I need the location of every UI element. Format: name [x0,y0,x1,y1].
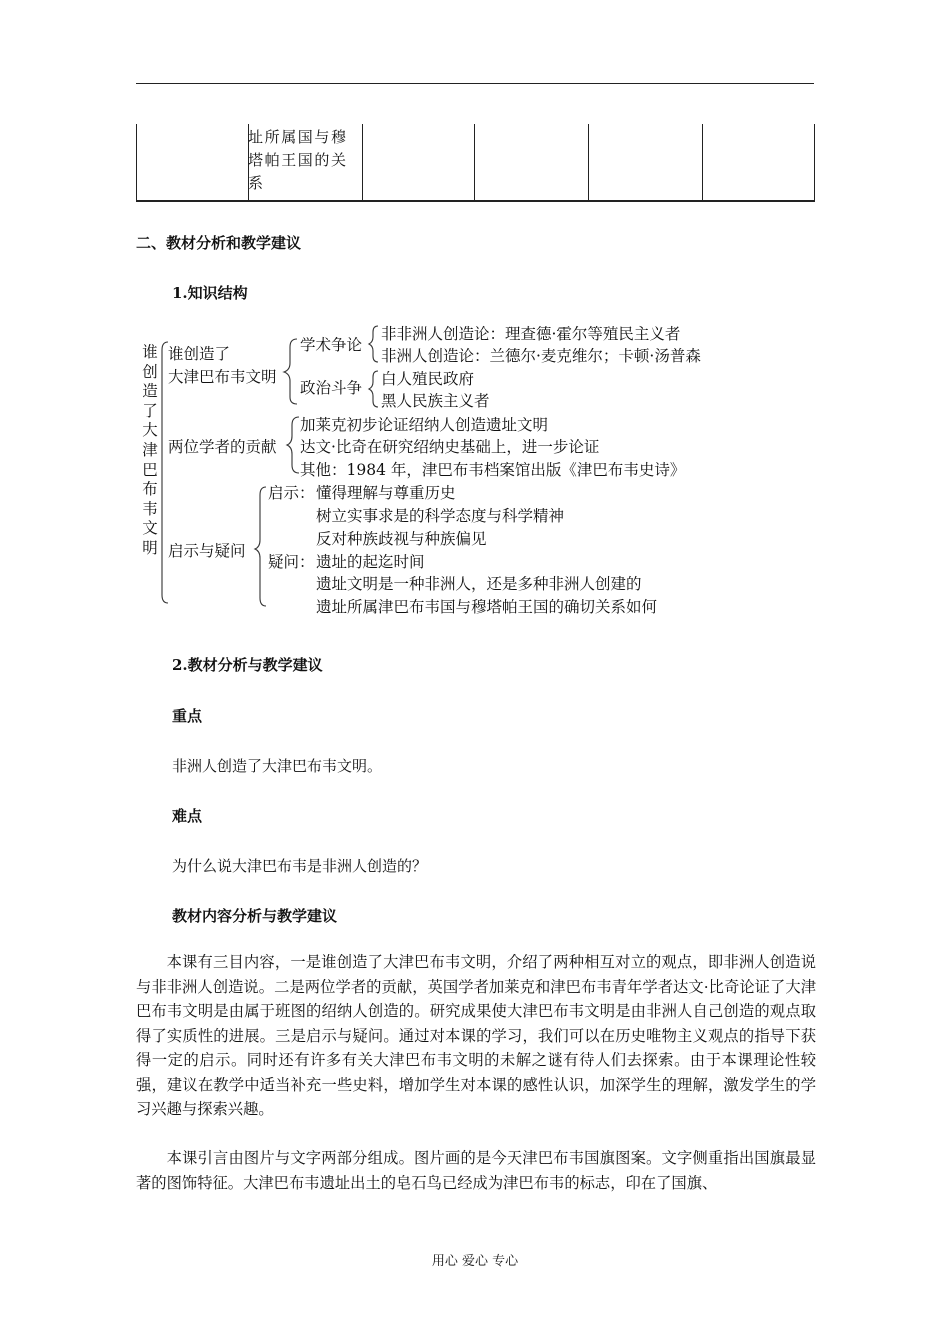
knowledge-structure-heading: 1.知识结构 [172,284,248,302]
body-paragraph: 本课有三目内容，一是谁创造了大津巴布韦文明，介绍了两种相互对立的观点，即非洲人创造说与非非洲人创造说。二是两位学者的贡献，英国学者加莱克和津巴布韦青年学者达文·比奇论证了大津巴布韦文明是由属于班图的绍纳人创造的。研究成果使大津巴布韦文明是由非洲人自己创造的观点取得了实质性的进展。三是启示与疑问。通过对本课的学习，我们可以在历史唯物主义观点的指导下获得一定的启示。同时还有许多有关大津巴布韦文明的未解之谜有待人们去探索。由于本课理论性较强，建议在教学中适当补充一些史料，增加学生对本课的感性认识，加深学生的理解，激发学生的学习兴趣与探索兴趣。 [136,953,816,1118]
difficulty-label: 难点 [172,807,203,825]
difficulty-text: 为什么说大津巴布韦是非洲人创造的？ [172,857,428,875]
branch1-label-line2: 大津巴布韦文明 [168,368,277,386]
branch3-label: 启示与疑问 [168,542,246,560]
content-heading: 教材内容分析与教学建议 [172,907,338,925]
body-paragraph: 本课引言由图片与文字两部分组成。图片画的是今天津巴布韦国旗图案。文字侧重指出国旗最显著的图饰特征。大津巴布韦遗址出土的皂石鸟已经成为津巴布韦的标志，印在了国旗、 [136,1149,816,1192]
section-title: 二、教材分析和教学建议 [136,234,302,252]
branch1-sub1-item: 非非洲人创造论：理查德·霍尔等殖民主义者 [381,325,681,343]
branch3-sub1-label: 启示： [268,484,315,502]
branch2-item: 达文·比奇在研究绍纳史基础上，进一步论证 [300,438,600,456]
key-point-label: 重点 [172,707,203,725]
branch2-label: 两位学者的贡献 [168,438,277,456]
diagram-root: 谁创造了大津巴布韦文明 [142,343,158,557]
branch1-sub2-label: 政治斗争 [300,379,363,397]
table-cell-text: 址所属国与穆塔帕王国的关系 [248,128,348,192]
branch1-sub2-item: 白人殖民政府 [381,370,475,388]
branch2-item: 其他：1984 年，津巴布韦档案馆出版《津巴布韦史诗》 [300,461,686,479]
branch3-sub2-item: 遗址文明是一种非洲人，还是多种非洲人创建的 [316,575,642,593]
branch3-sub1-item: 树立实事求是的科学态度与科学精神 [316,507,565,525]
branch1-sub1-item: 非洲人创造论：兰德尔·麦克维尔；卡顿·汤普森 [381,347,701,365]
branch1-label-line1: 谁创造了 [168,345,231,363]
branch3-sub2-label: 疑问： [268,553,315,571]
branch2-item: 加莱克初步论证绍纳人创造遗址文明 [300,416,549,434]
branch3-sub2-item: 遗址所属津巴布韦国与穆塔帕王国的确切关系如何 [316,598,658,616]
key-point-text: 非洲人创造了大津巴布韦文明。 [172,757,383,775]
branch3-sub1-item: 反对种族歧视与种族偏见 [316,530,487,548]
branch3-sub1-item: 懂得理解与尊重历史 [316,484,456,502]
branch1-sub2-item: 黑人民族主义者 [381,392,490,410]
branch1-sub1-label: 学术争论 [300,336,363,354]
branch3-sub2-item: 遗址的起迄时间 [316,553,425,571]
page-footer: 用心 爱心 专心 [431,1254,519,1269]
analysis-heading: 2.教材分析与教学建议 [172,656,323,674]
